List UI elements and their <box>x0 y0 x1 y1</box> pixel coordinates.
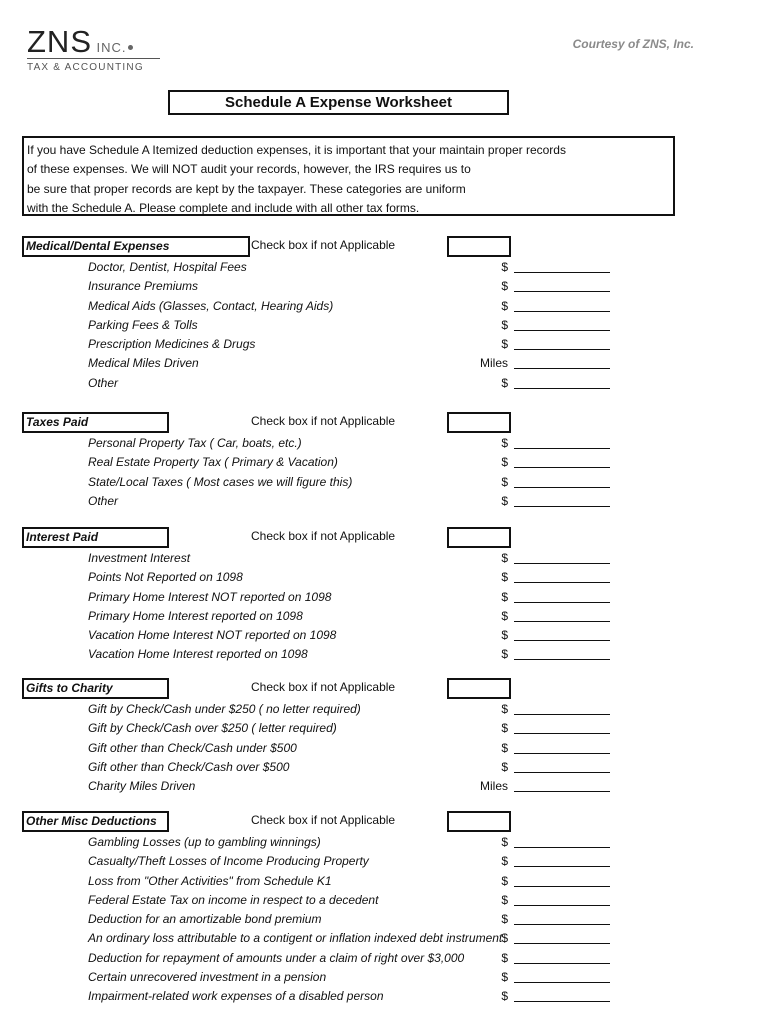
amount-prefix: $ <box>501 989 508 1004</box>
logo-tagline: TAX & ACCOUNTING <box>27 62 144 73</box>
amount-input-line[interactable] <box>514 753 610 754</box>
expense-label: Medical Aids (Glasses, Contact, Hearing Aids) <box>88 298 334 313</box>
expense-label: Impairment-related work expenses of a disabled person <box>88 989 384 1004</box>
expense-label: Doctor, Dentist, Hospital Fees <box>88 260 247 274</box>
expense-label: Gift by Check/Cash over $250 ( letter required) <box>88 721 337 736</box>
expense-row <box>0 968 770 987</box>
amount-prefix: $ <box>501 493 508 508</box>
amount-prefix: $ <box>501 892 508 907</box>
expense-label: Deduction for an amortizable bond premium <box>88 912 322 927</box>
amount-input-line[interactable] <box>514 388 610 389</box>
amount-prefix: $ <box>501 317 508 332</box>
amount-input-line[interactable] <box>514 349 610 350</box>
expense-row <box>0 316 770 335</box>
expense-label: Gift by Check/Cash under $250 ( no letter required) <box>88 702 361 716</box>
logo-inc: INC. <box>96 40 127 55</box>
amount-prefix: $ <box>501 279 508 294</box>
amount-input-line[interactable] <box>514 506 610 507</box>
amount-input-line[interactable] <box>514 714 610 715</box>
expense-label: Gift other than Check/Cash under $500 <box>88 740 297 755</box>
amount-input-line[interactable] <box>514 640 610 641</box>
expense-row <box>0 374 770 393</box>
expense-row <box>0 645 770 664</box>
expense-label: Prescription Medicines & Drugs <box>88 337 256 352</box>
expense-row <box>0 258 770 277</box>
expense-label: Primary Home Interest reported on 1098 <box>88 608 303 623</box>
expense-label: Certain unrecovered investment in a pension <box>88 970 327 985</box>
amount-input-line[interactable] <box>514 772 610 773</box>
expense-label: Medical Miles Driven <box>88 356 199 371</box>
amount-input-line[interactable] <box>514 467 610 468</box>
not-applicable-checkbox[interactable] <box>447 236 511 257</box>
amount-prefix: $ <box>501 759 508 774</box>
company-logo <box>27 26 160 73</box>
amount-input-line[interactable] <box>514 487 610 488</box>
expense-row <box>0 987 770 1006</box>
item-list <box>0 700 770 796</box>
amount-prefix: $ <box>501 628 508 643</box>
section-header: Medical/Dental Expenses <box>22 236 250 257</box>
amount-input-line[interactable] <box>514 330 610 331</box>
amount-input-line[interactable] <box>514 1001 610 1002</box>
expense-row <box>0 453 770 472</box>
amount-input-line[interactable] <box>514 847 610 848</box>
amount-input-line[interactable] <box>514 368 610 369</box>
expense-row <box>0 568 770 587</box>
amount-prefix: $ <box>501 589 508 604</box>
amount-prefix: $ <box>501 931 508 946</box>
expense-row <box>0 588 770 607</box>
amount-prefix: Miles <box>479 779 508 794</box>
amount-input-line[interactable] <box>514 621 610 622</box>
amount-prefix: $ <box>501 970 508 985</box>
amount-prefix: $ <box>501 740 508 755</box>
item-list <box>0 258 770 393</box>
expense-row <box>0 739 770 758</box>
check-label: Check box if not Applicable <box>251 813 396 827</box>
amount-prefix: $ <box>501 912 508 927</box>
amount-input-line[interactable] <box>514 905 610 906</box>
amount-prefix: $ <box>501 298 508 313</box>
amount-prefix: $ <box>501 436 508 450</box>
expense-label: Other <box>88 493 119 508</box>
amount-prefix: $ <box>501 375 508 390</box>
item-list <box>0 434 770 511</box>
intro-line: with the Schedule A. Please complete and include with all other tax forms. <box>27 200 420 215</box>
amount-input-line[interactable] <box>514 291 610 292</box>
expense-row <box>0 607 770 626</box>
expense-row <box>0 277 770 296</box>
expense-row <box>0 335 770 354</box>
courtesy-note: Courtesy of ZNS, Inc. <box>572 37 694 51</box>
page-title: Schedule A Expense Worksheet <box>168 90 509 115</box>
expense-label: Casualty/Theft Losses of Income Producing Property <box>88 854 369 869</box>
expense-row <box>0 434 770 453</box>
section-header: Gifts to Charity <box>22 678 169 699</box>
amount-input-line[interactable] <box>514 272 610 273</box>
amount-input-line[interactable] <box>514 311 610 312</box>
intro-line: of these expenses. We will NOT audit your records, however, the IRS requires us to <box>27 162 471 177</box>
not-applicable-checkbox[interactable] <box>447 811 511 832</box>
expense-label: Loss from "Other Activities" from Schedule K1 <box>88 873 332 888</box>
expense-label: Deduction for repayment of amounts under a claim of right over $3,000 <box>88 950 465 965</box>
amount-input-line[interactable] <box>514 943 610 944</box>
amount-input-line[interactable] <box>514 866 610 867</box>
expense-label: Vacation Home Interest NOT reported on 1098 <box>88 628 337 643</box>
amount-prefix: $ <box>501 608 508 623</box>
expense-label: Primary Home Interest NOT reported on 1098 <box>88 589 332 604</box>
not-applicable-checkbox[interactable] <box>447 678 511 699</box>
expense-row <box>0 872 770 891</box>
expense-label: Investment Interest <box>88 551 191 565</box>
amount-input-line[interactable] <box>514 924 610 925</box>
amount-prefix: $ <box>501 835 508 849</box>
section-header: Taxes Paid <box>22 412 169 433</box>
not-applicable-checkbox[interactable] <box>447 412 511 433</box>
expense-row <box>0 910 770 929</box>
expense-row <box>0 700 770 719</box>
amount-input-line[interactable] <box>514 791 610 792</box>
amount-prefix: $ <box>501 260 508 274</box>
expense-label: Gambling Losses (up to gambling winnings) <box>88 835 321 849</box>
amount-input-line[interactable] <box>514 602 610 603</box>
item-list <box>0 833 770 1007</box>
amount-prefix: $ <box>501 551 508 565</box>
section-header: Other Misc Deductions <box>22 811 169 832</box>
expense-row <box>0 777 770 796</box>
not-applicable-checkbox[interactable] <box>447 527 511 548</box>
amount-prefix: $ <box>501 854 508 869</box>
check-label: Check box if not Applicable <box>251 529 396 543</box>
expense-row <box>0 354 770 373</box>
expense-row <box>0 626 770 645</box>
amount-prefix: $ <box>501 702 508 716</box>
amount-input-line[interactable] <box>514 982 610 983</box>
expense-row <box>0 891 770 910</box>
expense-row <box>0 949 770 968</box>
amount-prefix: $ <box>501 873 508 888</box>
expense-row <box>0 549 770 568</box>
expense-row <box>0 492 770 511</box>
intro-box <box>22 136 675 216</box>
expense-label: Federal Estate Tax on income in respect to a decedent <box>88 892 379 907</box>
check-label: Check box if not Applicable <box>251 238 396 252</box>
amount-prefix: $ <box>501 950 508 965</box>
amount-input-line[interactable] <box>514 582 610 583</box>
expense-label: Vacation Home Interest reported on 1098 <box>88 647 308 662</box>
expense-label: Charity Miles Driven <box>88 779 196 794</box>
check-label: Check box if not Applicable <box>251 414 396 428</box>
expense-label: Insurance Premiums <box>88 279 199 294</box>
amount-input-line[interactable] <box>514 886 610 887</box>
check-label: Check box if not Applicable <box>251 680 396 694</box>
expense-label: Gift other than Check/Cash over $500 <box>88 759 290 774</box>
intro-line: be sure that proper records are kept by the taxpayer. These categories are uniform <box>27 181 466 196</box>
expense-row <box>0 833 770 852</box>
amount-prefix: $ <box>501 474 508 489</box>
expense-row <box>0 297 770 316</box>
expense-row <box>0 929 770 948</box>
expense-label: Points Not Reported on 1098 <box>88 570 243 585</box>
expense-label: Parking Fees & Tolls <box>88 317 198 332</box>
section-header: Interest Paid <box>22 527 169 548</box>
expense-row <box>0 473 770 492</box>
expense-label: Personal Property Tax ( Car, boats, etc.) <box>88 436 302 450</box>
amount-prefix: $ <box>501 647 508 662</box>
amount-input-line[interactable] <box>514 448 610 449</box>
amount-prefix: $ <box>501 570 508 585</box>
amount-prefix: $ <box>501 337 508 352</box>
amount-input-line[interactable] <box>514 963 610 964</box>
expense-label: An ordinary loss attributable to a contigent or inflation indexed debt instrument <box>88 931 503 946</box>
amount-prefix: $ <box>501 721 508 736</box>
intro-line: If you have Schedule A Itemized deduction expenses, it is important that your maintain proper records <box>27 143 566 157</box>
amount-input-line[interactable] <box>514 659 610 660</box>
expense-label: Other <box>88 375 119 390</box>
expense-label: Real Estate Property Tax ( Primary & Vacation) <box>88 455 338 470</box>
amount-prefix: Miles <box>479 356 508 371</box>
amount-input-line[interactable] <box>514 733 610 734</box>
logo-name: ZNS <box>27 24 92 59</box>
expense-label: State/Local Taxes ( Most cases we will figure this) <box>88 474 353 489</box>
expense-row <box>0 758 770 777</box>
expense-row <box>0 852 770 871</box>
expense-row <box>0 719 770 738</box>
logo-dot-icon <box>128 45 133 50</box>
amount-prefix: $ <box>501 455 508 470</box>
item-list <box>0 549 770 665</box>
amount-input-line[interactable] <box>514 563 610 564</box>
